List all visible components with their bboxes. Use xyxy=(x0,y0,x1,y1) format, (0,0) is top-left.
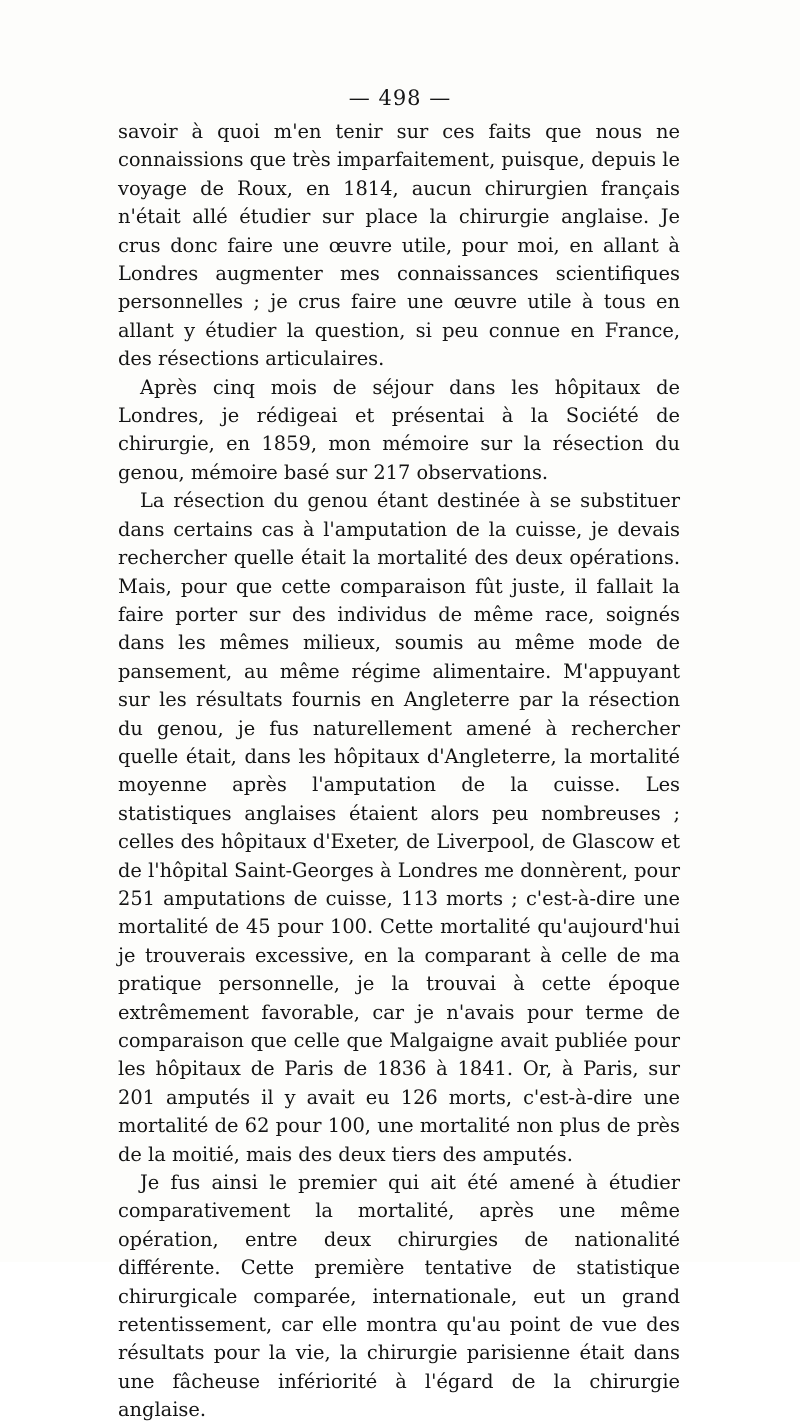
page-number: — 498 — xyxy=(348,86,452,110)
body-text xyxy=(118,118,680,1425)
paragraph-resection-genou: La résection du genou étant destinée à se substituer dans certains cas à l'amputation de la cuisse, je devais rechercher quelle était la mortalité des deux opérations. Mais, pour que cette comparaison fût juste, il fallait la faire porter sur des individus de même race, soignés dans les mêmes milieux, soumis au même mode de pansement, au même régime alimentaire. M'appuyant sur les résultats fournis en Angleterre par la résection du genou, je fus naturellement amené à rechercher quelle était, dans les hôpitaux d'Angleterre, la mortalité moyenne après l'amputation de la cuisse. Les statistiques anglaises étaient alors peu nombreuses ; celles des hôpitaux d'Exeter, de Liverpool, de Glascow et de l'hôpital Saint-Georges à Londres me donnèrent, pour 251 amputations de cuisse, 113 morts ; c'est-à-dire une mortalité de 45 pour 100. Cette mortalité qu'aujourd'hui je trouverais excessive, en la comparant à celle de ma pratique personnelle, je la trouvai à cette époque extrêmement favorable, car je n'avais pour terme de comparaison que celle que Malgaigne avait publiée pour les hôpitaux de Paris de 1836 à 1841. Or, à Paris, sur 201 amputés il y avait eu 126 morts, c'est-à-dire une mortalité de 62 pour 100, une mortalité non plus de près de la moitié, mais des deux tiers des amputés. xyxy=(118,489,680,1166)
paragraph-statistique-comparee: Je fus ainsi le premier qui ait été amené à étudier comparativement la mortalité, après une même opération, entre deux chirurgies de nationalité différente. Cette première tentative de statistique chirurgicale comparée, internationale, eut un grand retentissement, car elle montra qu'au point de vue des résultats pour la vie, la chirurgie parisienne était dans une fâcheuse infériorité à l'égard de la chirurgie anglaise. xyxy=(118,1171,680,1422)
paragraph-continuation: savoir à quoi m'en tenir sur ces faits que nous ne connaissions que très imparfaitement, puisque, depuis le voyage de Roux, en 1814, aucun chirurgien français n'était allé étudier sur place la chirurgie anglaise. Je crus donc faire une œuvre utile, pour moi, en allant à Londres augmenter mes connaissances scientifiques personnelles ; je crus faire une œuvre utile à tous en allant y étudier la question, si peu connue en France, des résections articulaires. xyxy=(118,120,680,371)
paragraph-londres-memoire: Après cinq mois de séjour dans les hôpitaux de Londres, je rédigeai et présentai à la Société de chirurgie, en 1859, mon mémoire sur la résection du genou, mémoire basé sur 217 observations. xyxy=(118,375,680,484)
